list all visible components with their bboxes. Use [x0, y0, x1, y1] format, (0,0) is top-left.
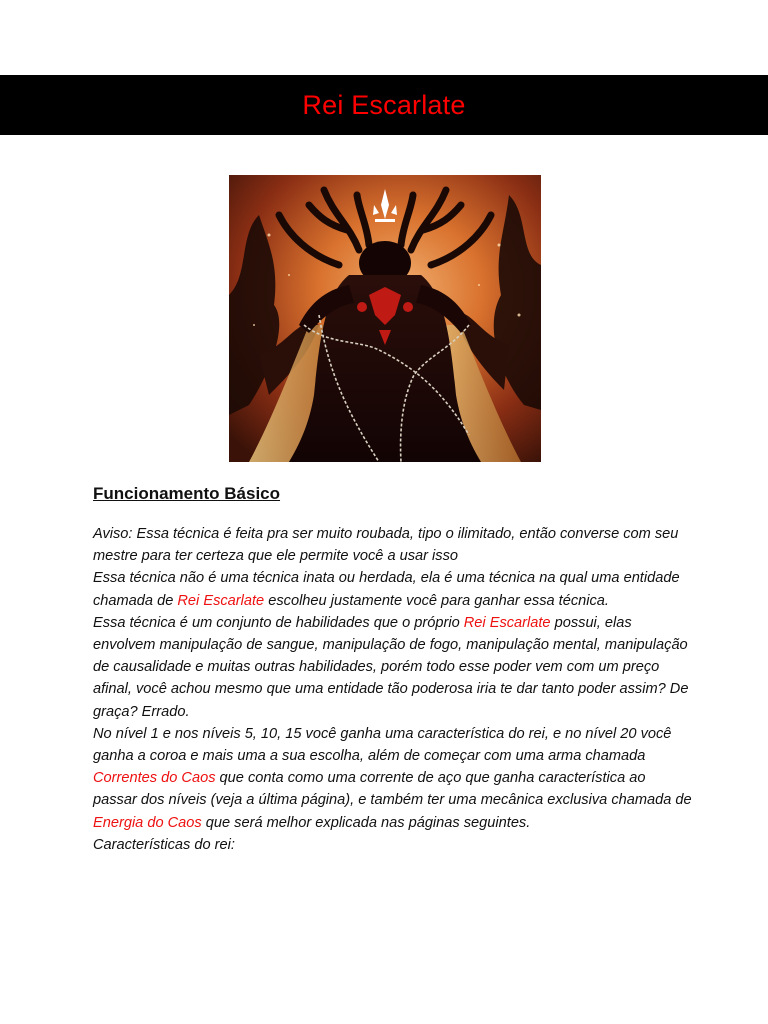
highlight-energia-do-caos: Energia do Caos: [93, 814, 202, 831]
text-span: No nível 1 e nos níveis 5, 10, 15 você ganha uma característica do rei, e no nível 20 você ganha a coroa e mais uma a sua escolha, além de começar com uma arma chamada: [93, 725, 672, 765]
text-span: que será melhor explicada nas páginas seguintes.: [201, 814, 531, 831]
paragraph-warning: [93, 523, 693, 567]
title-bar: [0, 75, 768, 135]
text-span: Características do rei:: [93, 836, 235, 853]
highlight-correntes-do-caos: Correntes do Caos: [93, 770, 216, 787]
page-title: Rei Escarlate: [302, 89, 466, 120]
body-text: [93, 523, 693, 856]
section-heading: Funcionamento Básico: [93, 484, 281, 503]
text-span: Aviso: Essa técnica é feita pra ser muito roubada, tipo o ilimitado, então converse com seu mestre para ter certeza que ele permite você a usar isso: [93, 526, 679, 565]
paragraph-characteristics-intro: [93, 834, 693, 856]
rei-escarlate-illustration: [229, 175, 541, 462]
paragraph-abilities: [93, 612, 693, 723]
text-span: que conta como uma corrente de aço que ganha característica ao passar dos níveis (veja a última página), e também ter uma mecânica exclusiva chamada de: [93, 770, 692, 809]
text-span: Essa técnica não é uma técnica inata ou herdada, ela é uma técnica na qual uma entidade chamada de: [93, 570, 680, 609]
text-span: escolheu justamente você para ganhar essa técnica.: [264, 592, 609, 609]
text-span: possui, elas envolvem manipulação de sangue, manipulação de fogo, manipulação mental, manipulação de causalidade e muitas outras habilidades, porém todo esse poder vem com um preço afinal, você achou mesmo que uma entidade tão poderosa iria te dar tanto poder assim? De graça? Errado.: [93, 614, 689, 720]
highlight-rei-escarlate: Rei Escarlate: [463, 614, 551, 631]
paragraph-levels: [93, 723, 693, 834]
text-span: Essa técnica é um conjunto de habilidades que o próprio: [93, 614, 464, 631]
paragraph-origin: [93, 567, 693, 611]
highlight-rei-escarlate: Rei Escarlate: [177, 592, 265, 609]
